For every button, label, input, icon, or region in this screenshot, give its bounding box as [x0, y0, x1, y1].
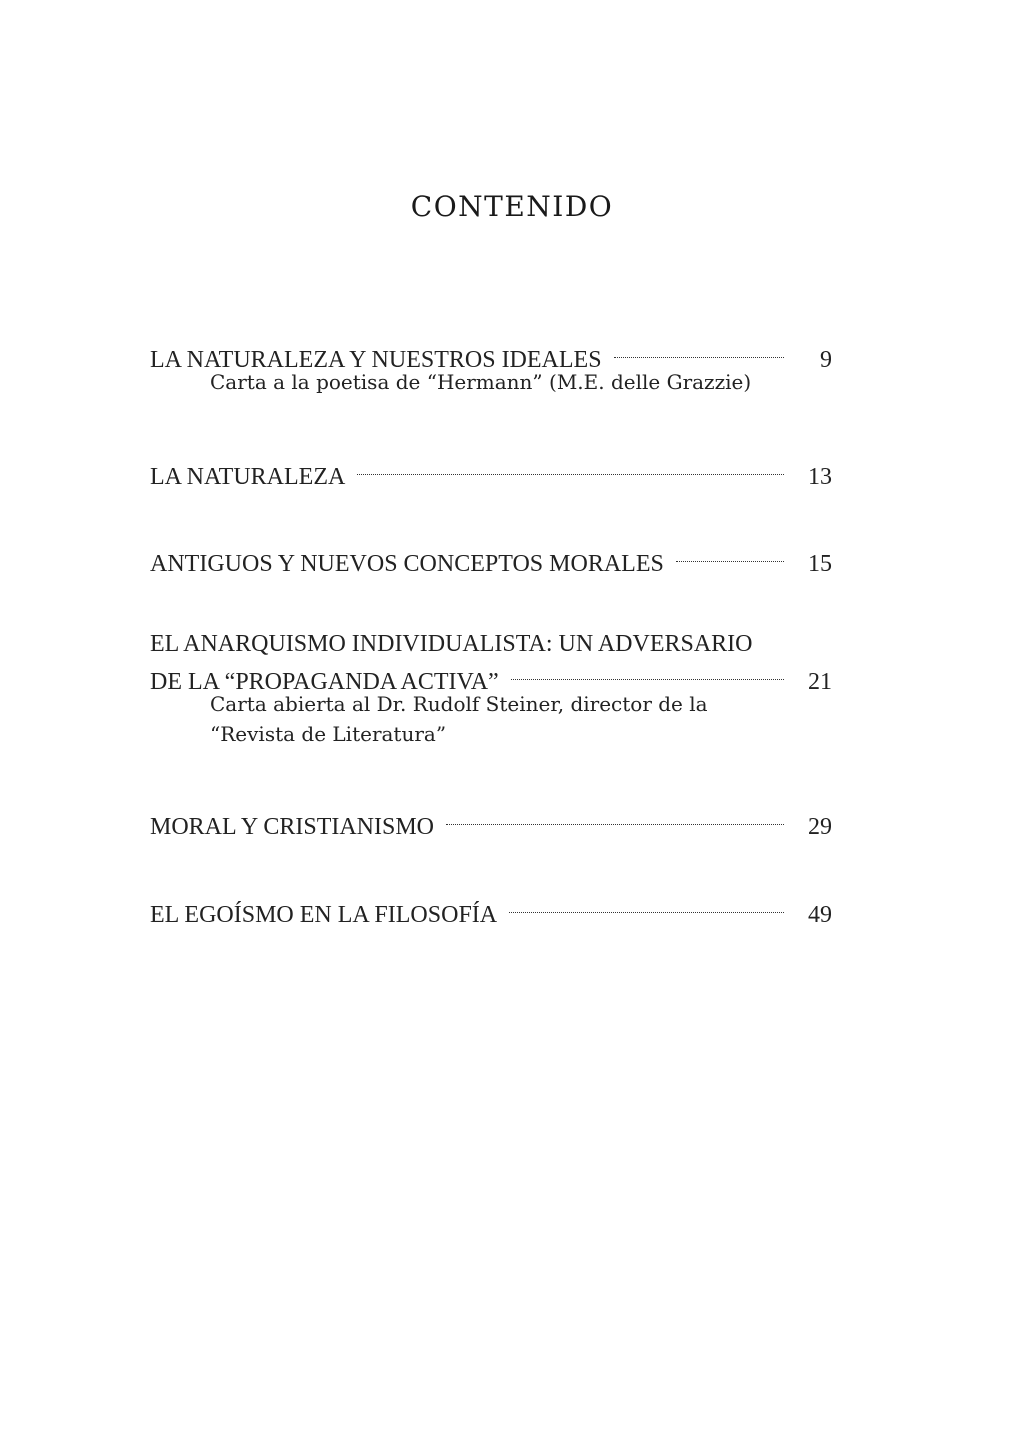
toc-entry-line	[150, 659, 832, 695]
dot-leader	[509, 892, 784, 922]
toc-entry-title: LA NATURALEZA	[150, 464, 346, 490]
toc-entry-title: EL EGOÍSMO EN LA FILOSOFÍA	[150, 902, 498, 928]
toc-entry-page: 29	[808, 814, 832, 840]
toc-entry-line	[150, 454, 832, 490]
toc-entry-title: DE LA “PROPAGANDA ACTIVA”	[150, 669, 499, 695]
toc-entry-title: MORAL Y CRISTIANISMO	[150, 814, 435, 840]
toc-entry-line	[150, 337, 832, 373]
toc-entry	[150, 337, 832, 397]
toc-entry-line	[150, 541, 832, 577]
dot-leader	[676, 541, 784, 571]
dot-leader	[614, 337, 784, 367]
toc-entry	[150, 629, 832, 749]
toc-entry-title: LA NATURALEZA Y NUESTROS IDEALES	[150, 347, 602, 373]
toc-entry-title-line-1: EL ANARQUISMO INDIVIDUALISTA: UN ADVERSARIO	[150, 631, 753, 657]
dot-leader	[446, 804, 784, 834]
toc-entry-subtitle: Carta abierta al Dr. Rudolf Steiner, director de la	[210, 692, 708, 716]
toc-entry	[150, 892, 832, 928]
toc-entry-subtitle: Carta a la poetisa de “Hermann” (M.E. delle Grazzie)	[210, 370, 752, 394]
toc-entry-line	[150, 804, 832, 840]
toc-entry-page: 13	[808, 464, 832, 490]
toc-entry-page: 21	[808, 669, 832, 695]
page-title: CONTENIDO	[410, 190, 614, 223]
dot-leader	[357, 454, 784, 484]
toc-entry-page: 15	[808, 551, 832, 577]
toc-entry	[150, 541, 832, 577]
toc-entry-page: 9	[820, 347, 832, 373]
toc-entry-subtitle: “Revista de Literatura”	[210, 722, 447, 746]
toc-entry-page: 49	[808, 902, 832, 928]
toc-entry	[150, 804, 832, 840]
toc-entry-line	[150, 892, 832, 928]
toc-entry	[150, 454, 832, 490]
dot-leader	[511, 659, 784, 689]
toc-entry-title: ANTIGUOS Y NUEVOS CONCEPTOS MORALES	[150, 551, 664, 577]
